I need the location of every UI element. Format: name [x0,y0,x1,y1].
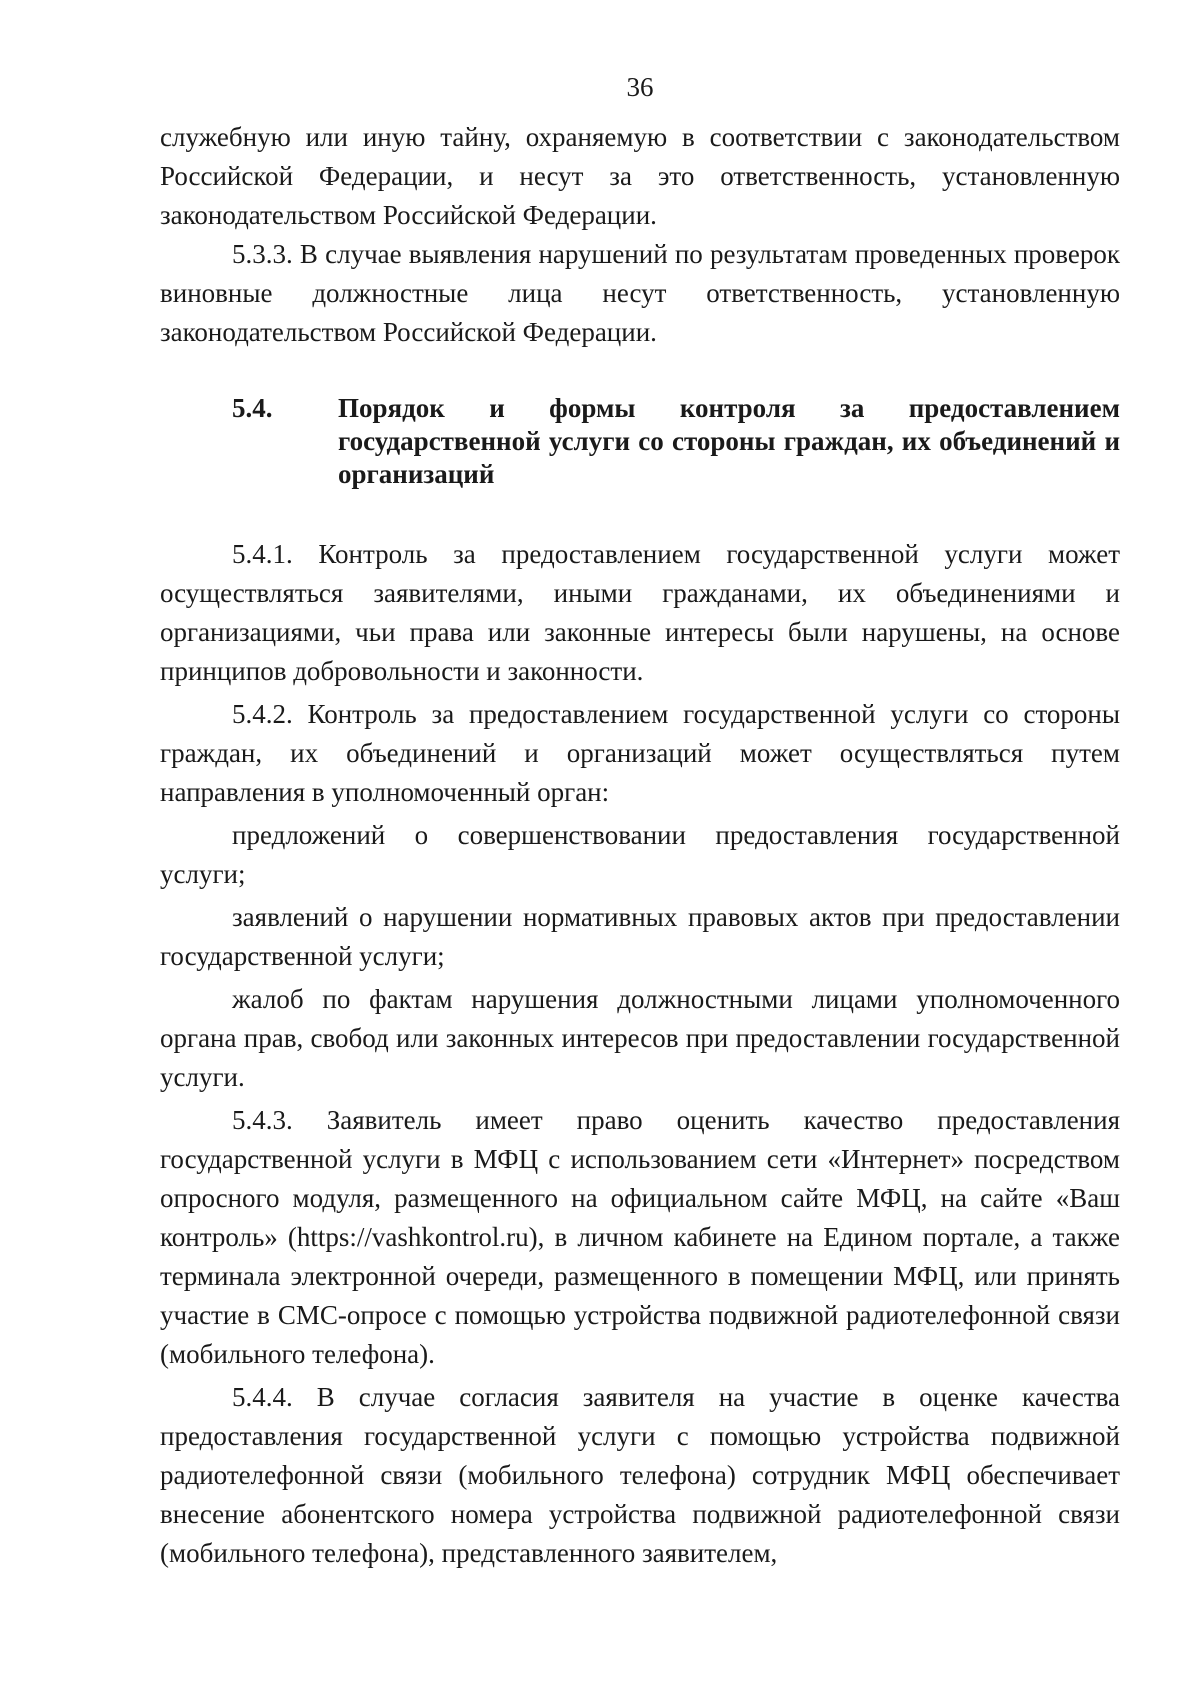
paragraph-proposals: предложений о совершенствовании предоставления государственной услуги; [160,820,1120,889]
paragraph-intro: служебную или иную тайну, охраняемую в соответствии с законодательством Российской Федерации, и несут за это ответственность, установленную законодательством Российской Федерации. [160,122,1120,230]
section-heading-5-4 [160,392,1120,491]
paragraph-5-4-2: 5.4.2. Контроль за предоставлением государственной услуги со стороны граждан, их объединений и организаций может осуществляться путем направления в уполномоченный орган: [160,699,1120,807]
paragraph-complaints: жалоб по фактам нарушения должностными лицами уполномоченного органа прав, свобод или законных интересов при предоставлении государственной услуги. [160,984,1120,1092]
paragraph-5-3-3: 5.3.3. В случае выявления нарушений по результатам проведенных проверок виновные должностные лица несут ответственность, установленную законодательством Российской Федерации. [160,239,1120,347]
document-page [160,70,1120,1573]
paragraph-5-4-1: 5.4.1. Контроль за предоставлением государственной услуги может осуществляться заявителями, иными гражданами, их объединениями и организациями, чьи права или законные интересы были нарушены, на основе принципов добровольности и законности. [160,539,1120,686]
paragraph-5-4-4: 5.4.4. В случае согласия заявителя на участие в оценке качества предоставления государственной услуги с помощью устройства подвижной радиотелефонной связи (мобильного телефона) сотрудник МФЦ обеспечивает внесение абонентского номера устройства подвижной радиотелефонной связи (мобильного телефона), представленного заявителем, [160,1382,1120,1568]
page-number: 36 [626,72,654,102]
section-number: 5.4. [232,393,273,423]
paragraph-5-4-3: 5.4.3. Заявитель имеет право оценить качество предоставления государственной услуги в МФЦ с использованием сети «Интернет» посредством опросного модуля, размещенного на официальном сайте МФЦ, на сайте «Ваш контроль» (https://vashkontrol.ru), в личном кабинете на Едином портале, а также терминала электронной очереди, размещенного в помещении МФЦ, или принять участие в СМС-опросе с помощью устройства подвижной радиотелефонной связи (мобильного телефона). [160,1105,1120,1369]
paragraph-statements: заявлений о нарушении нормативных правовых актов при предоставлении государственной услуги; [160,902,1120,971]
section-title: Порядок и формы контроля за предоставлением государственной услуги со стороны граждан, их объединений и организаций [338,393,1120,489]
